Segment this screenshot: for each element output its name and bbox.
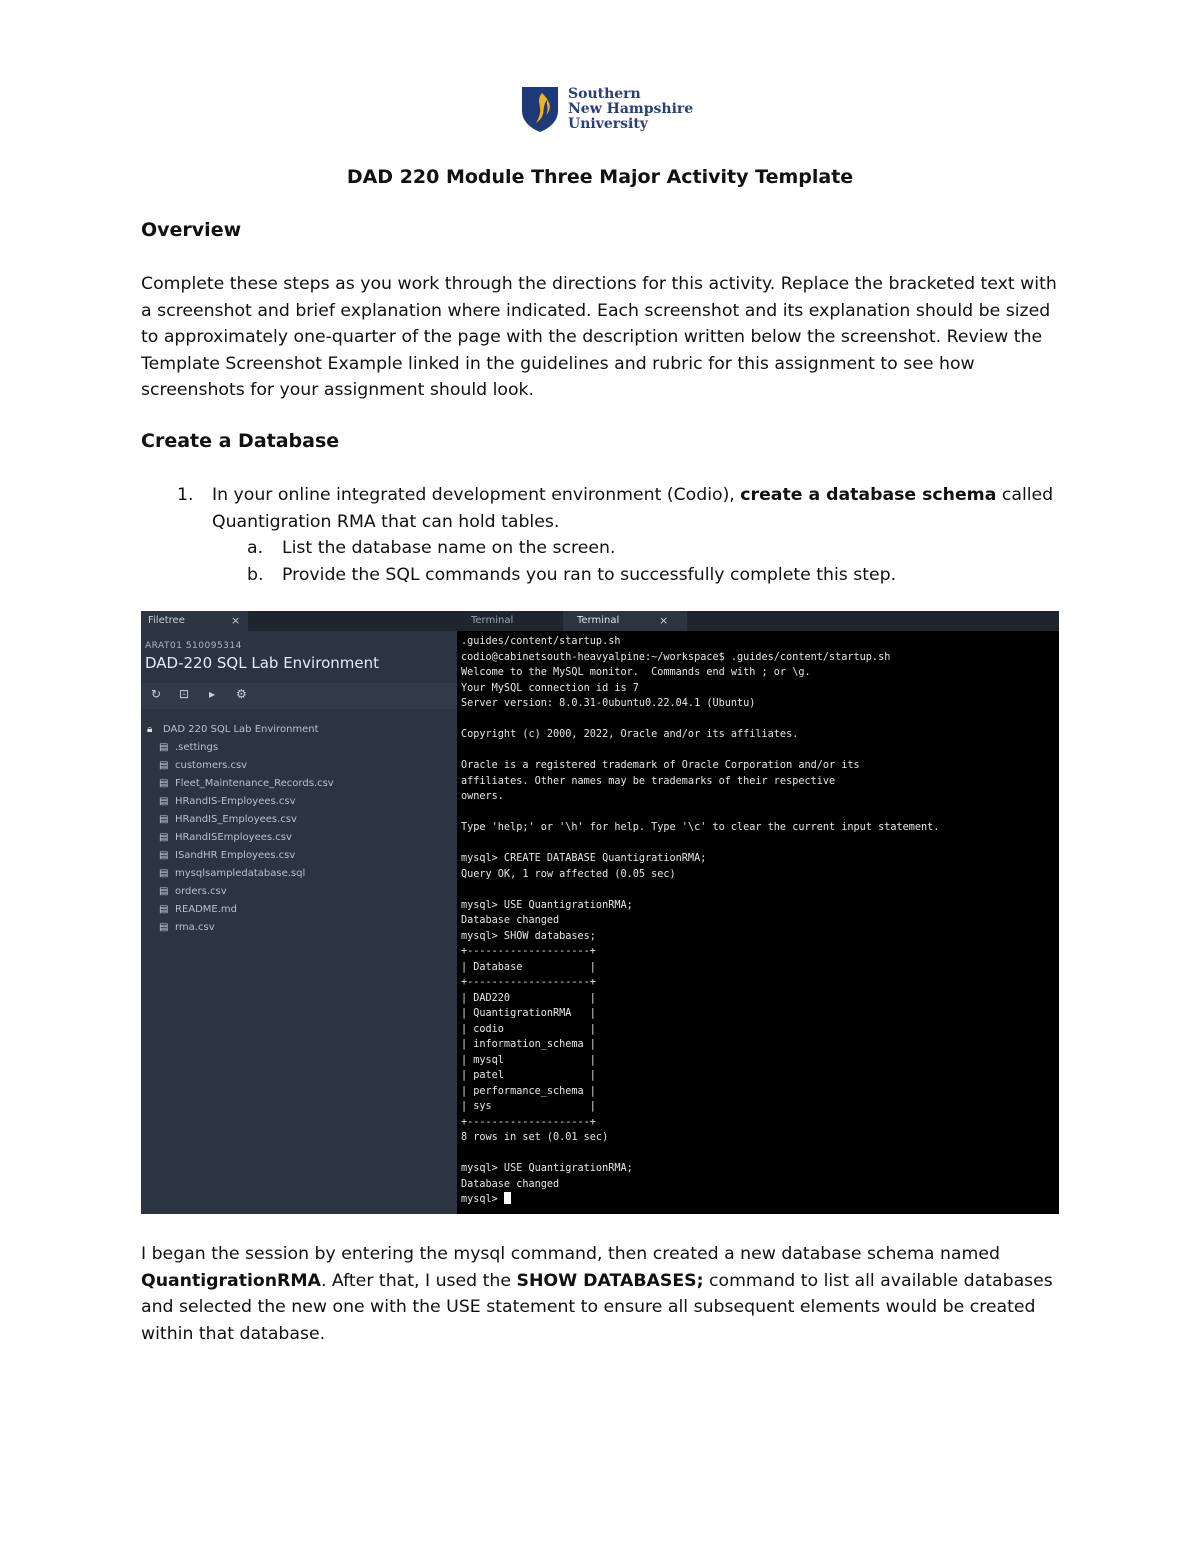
sub-letter: b. bbox=[247, 565, 264, 585]
step-text bbox=[212, 482, 1062, 535]
terminal-line: Server version: 8.0.31-0ubuntu0.22.04.1 (Ubuntu) bbox=[461, 698, 756, 709]
file-item[interactable] bbox=[147, 793, 334, 811]
terminal-tabbar bbox=[457, 611, 1059, 631]
terminal-line: mysql> USE QuantigrationRMA; bbox=[461, 1163, 633, 1174]
terminal-line bbox=[461, 836, 939, 852]
filetree-toolbar bbox=[141, 683, 457, 709]
terminal-line: .guides/content/startup.sh bbox=[461, 636, 621, 647]
terminal-line: | mysql | bbox=[461, 1054, 596, 1066]
file-item[interactable] bbox=[147, 847, 334, 865]
terminal-line: | DAD220 | bbox=[461, 992, 596, 1004]
file-item[interactable] bbox=[147, 757, 334, 775]
terminal-line: Database changed bbox=[461, 1178, 560, 1190]
file-item[interactable] bbox=[147, 811, 334, 829]
file-label: mysqlsampledatabase.sql bbox=[175, 868, 306, 879]
tree-root[interactable] bbox=[147, 721, 334, 739]
terminal-line: Welcome to the MySQL monitor. Commands end with ; or \g. bbox=[461, 667, 811, 678]
file-label: README.md bbox=[175, 904, 238, 915]
step-text-bold: create a database schema bbox=[740, 485, 997, 505]
terminal-line: mysql> SHOW databases; bbox=[461, 930, 596, 942]
file-label: .settings bbox=[175, 742, 219, 753]
terminal-line: Your MySQL connection id is 7 bbox=[461, 682, 639, 694]
overview-heading: Overview bbox=[141, 219, 242, 241]
file-icon: ▤ bbox=[159, 850, 169, 861]
new-file-icon[interactable]: ⊡ bbox=[179, 687, 190, 701]
terminal-line bbox=[461, 712, 939, 728]
terminal-line: | information_schema | bbox=[461, 1039, 596, 1050]
shield-flame-icon bbox=[520, 85, 560, 133]
terminal-line: Copyright (c) 2000, 2022, Oracle and/or its affiliates. bbox=[461, 729, 799, 740]
tree-root-label: DAD 220 SQL Lab Environment bbox=[163, 724, 319, 735]
sub-letter: a. bbox=[247, 538, 264, 558]
file-item[interactable] bbox=[147, 919, 334, 937]
file-icon: ▤ bbox=[159, 868, 169, 879]
terminal-line: affiliates. Other names may be trademarks of their respective bbox=[461, 775, 836, 787]
screenshot-explanation bbox=[141, 1241, 1061, 1347]
file-icon: ▤ bbox=[159, 742, 169, 753]
terminal-line: owners. bbox=[461, 791, 504, 802]
project-name: DAD-220 SQL Lab Environment bbox=[145, 654, 379, 672]
file-item[interactable] bbox=[147, 865, 334, 883]
terminal-line: 8 rows in set (0.01 sec) bbox=[461, 1132, 609, 1143]
file-icon: ▤ bbox=[159, 778, 169, 789]
tab-terminal-2[interactable]: Terminal bbox=[563, 611, 687, 631]
filetree-tabbar bbox=[141, 611, 457, 631]
codio-screenshot bbox=[141, 611, 1059, 1214]
step-text-part: In your online integrated development environment (Codio), bbox=[212, 485, 741, 505]
close-icon[interactable]: × bbox=[231, 614, 241, 627]
file-label: orders.csv bbox=[175, 886, 227, 897]
step-text-part: called Quantigration RMA that can hold tables. bbox=[212, 485, 1054, 532]
caption-bold: SHOW DATABASES; bbox=[516, 1270, 704, 1291]
file-label: HRandIS_Employees.csv bbox=[175, 814, 297, 825]
terminal-line: | performance_schema | bbox=[461, 1085, 596, 1097]
terminal-line bbox=[461, 1146, 939, 1162]
project-id: ARAT01 510095314 bbox=[145, 641, 242, 651]
terminal-line bbox=[461, 882, 939, 898]
file-label: HRandISEmployees.csv bbox=[175, 832, 292, 843]
file-icon: ▤ bbox=[159, 796, 169, 807]
caption-text: . After that, I used the bbox=[320, 1270, 517, 1291]
file-label: HRandIS-Employees.csv bbox=[175, 796, 296, 807]
terminal-line: +--------------------+ bbox=[461, 977, 596, 988]
file-label: customers.csv bbox=[175, 760, 248, 771]
terminal-line: Type 'help;' or '\h' for help. Type '\c' to clear the current input statement. bbox=[461, 822, 940, 833]
file-icon: ▤ bbox=[159, 832, 169, 843]
snhu-logo bbox=[520, 84, 693, 134]
logo-line: University bbox=[568, 115, 648, 132]
file-label: ISandHR Employees.csv bbox=[175, 850, 296, 861]
file-icon: ▤ bbox=[159, 886, 169, 897]
terminal-panel bbox=[457, 611, 1059, 1214]
tab-terminal-1[interactable]: Terminal bbox=[471, 615, 514, 626]
terminal-line: Database changed bbox=[461, 915, 560, 926]
document-title: DAD 220 Module Three Major Activity Template bbox=[346, 166, 854, 188]
section-heading: Create a Database bbox=[141, 430, 340, 452]
terminal-line: | QuantigrationRMA | bbox=[461, 1008, 596, 1019]
terminal-line: mysql> bbox=[461, 1192, 939, 1208]
file-icon: ▤ bbox=[159, 922, 169, 933]
terminal-output[interactable] bbox=[461, 634, 939, 1208]
logo-wordmark bbox=[568, 87, 693, 132]
sub-text: List the database name on the screen. bbox=[282, 538, 616, 558]
settings-icon[interactable]: ⚙ bbox=[236, 687, 247, 701]
caption-bold: QuantigrationRMA bbox=[141, 1270, 321, 1291]
caption-text: command to list all available databases and selected the new one with the USE statement to ensure all subsequent elements would be created within that database. bbox=[141, 1270, 1053, 1344]
terminal-line bbox=[461, 743, 939, 759]
terminal-line: +--------------------+ bbox=[461, 1116, 596, 1128]
run-icon[interactable]: ▸ bbox=[209, 687, 216, 701]
refresh-icon[interactable]: ↻ bbox=[151, 687, 162, 701]
close-icon[interactable]: × bbox=[659, 614, 669, 627]
terminal-line bbox=[461, 805, 939, 821]
terminal-cursor bbox=[504, 1192, 511, 1204]
logo-line: New Hampshire bbox=[568, 100, 694, 117]
file-item[interactable] bbox=[147, 829, 334, 847]
file-icon: ▤ bbox=[159, 760, 169, 771]
file-item[interactable] bbox=[147, 775, 334, 793]
terminal-line: | sys | bbox=[461, 1101, 596, 1112]
tab-filetree[interactable]: Filetree bbox=[141, 611, 248, 631]
lock-icon: 🔒︎ bbox=[147, 724, 153, 735]
terminal-line: mysql> CREATE DATABASE QuantigrationRMA; bbox=[461, 853, 707, 864]
file-icon: ▤ bbox=[159, 814, 169, 825]
step-number: 1. bbox=[177, 485, 194, 505]
file-item[interactable] bbox=[147, 739, 334, 757]
file-item[interactable] bbox=[147, 883, 334, 901]
sub-text: Provide the SQL commands you ran to successfully complete this step. bbox=[282, 565, 897, 585]
terminal-line: codio@cabinetsouth-heavyalpine:~/workspace$ .guides/content/startup.sh bbox=[461, 651, 891, 663]
overview-text: Complete these steps as you work through the directions for this activity. Replace the bracketed text with a screenshot and brief explanation where indicated. Each screenshot and its explanation should be sized to approximately one-quarter of the page with the description written below the screenshot. Review the Template Screenshot Example linked in the guidelines and rubric for this assignment to see how screenshots for your assignment should look. bbox=[141, 274, 1057, 400]
file-icon: ▤ bbox=[159, 904, 169, 915]
terminal-line: | patel | bbox=[461, 1070, 596, 1081]
terminal-line: | codio | bbox=[461, 1023, 596, 1035]
file-label: rma.csv bbox=[175, 922, 215, 933]
file-label: Fleet_Maintenance_Records.csv bbox=[175, 778, 334, 789]
filetree-panel bbox=[141, 611, 457, 1214]
logo-line: Southern bbox=[568, 85, 641, 102]
terminal-line: Query OK, 1 row affected (0.05 sec) bbox=[461, 868, 676, 880]
file-tree bbox=[147, 721, 334, 937]
terminal-line: mysql> USE QuantigrationRMA; bbox=[461, 899, 633, 911]
terminal-line: Oracle is a registered trademark of Oracle Corporation and/or its bbox=[461, 760, 860, 771]
caption-text: I began the session by entering the mysql command, then created a new database schema named bbox=[141, 1244, 1000, 1264]
file-item[interactable] bbox=[147, 901, 334, 919]
terminal-line: | Database | bbox=[461, 961, 596, 973]
terminal-line: +--------------------+ bbox=[461, 946, 596, 957]
